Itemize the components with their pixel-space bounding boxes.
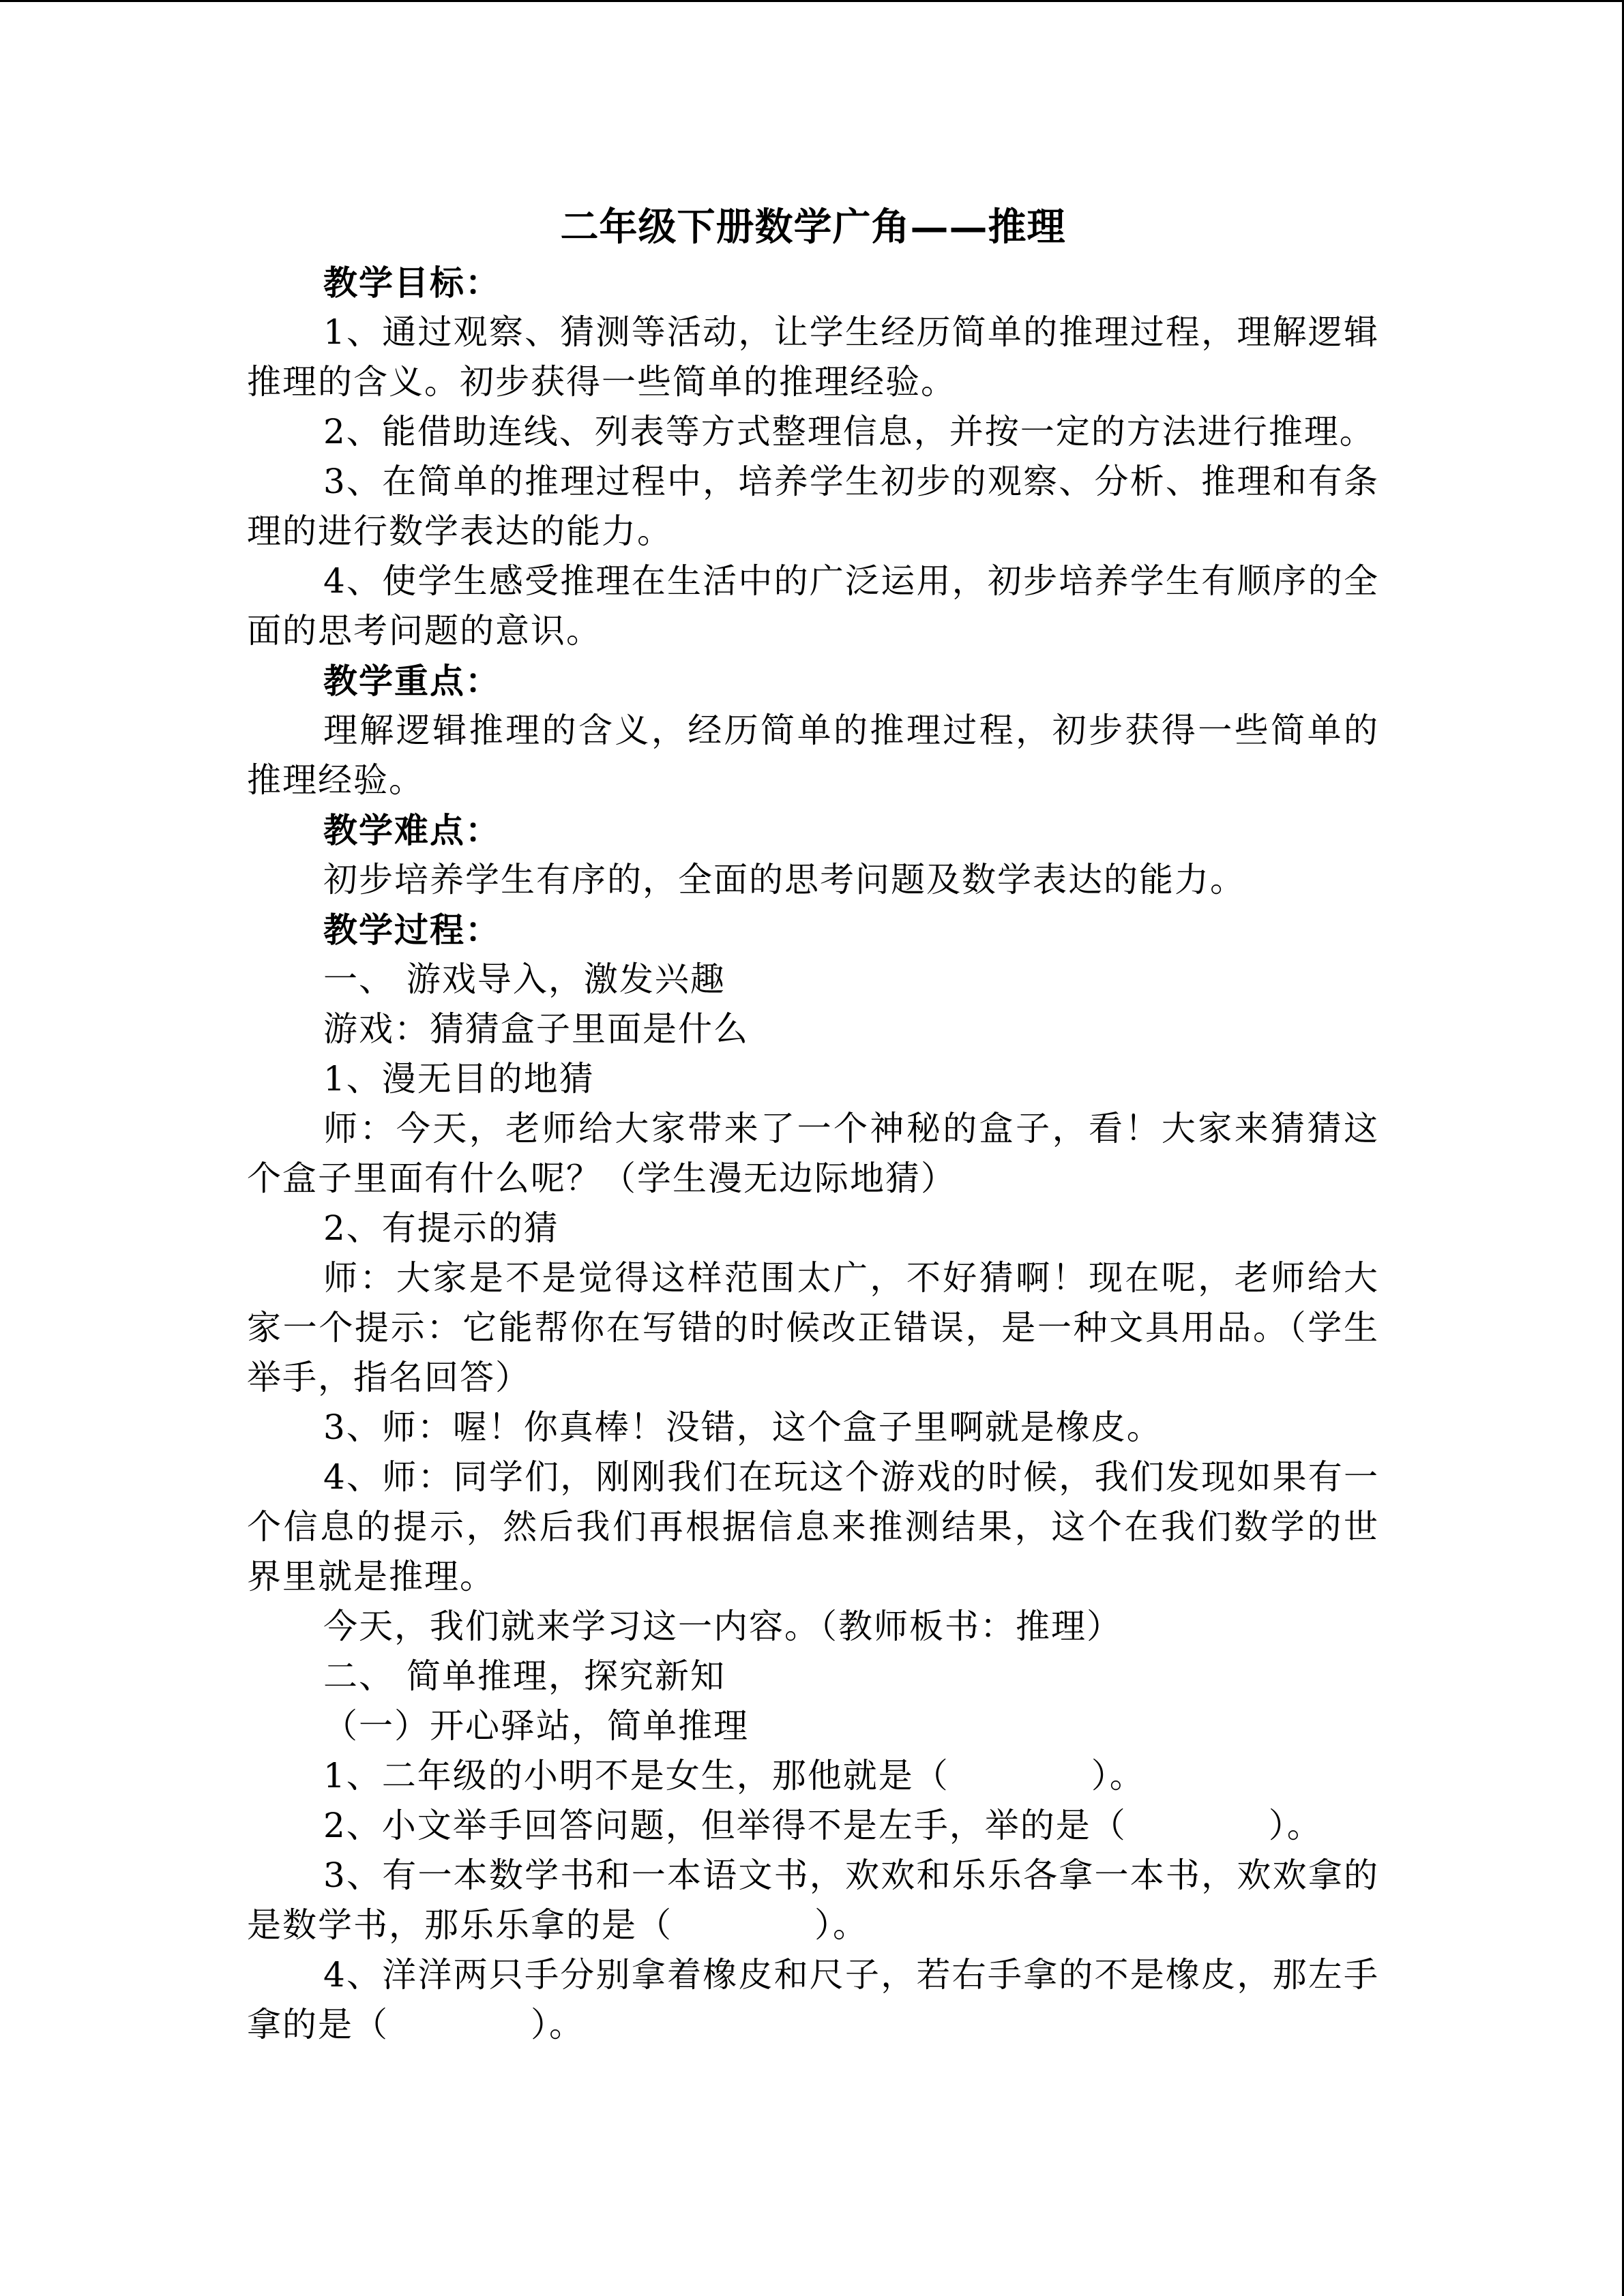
game-step-1: 1、漫无目的地猜 <box>323 1059 595 1099</box>
section-heading-objectives: 教学目标： <box>323 263 501 303</box>
key-points-text: 理解逻辑推理的含义，经历简单的推理过程，初步获得一些简单的推理经验。 <box>247 711 1379 800</box>
game-title: 游戏：猜猜盒子里面是什么 <box>323 1009 749 1049</box>
objective-2: 2、能借助连线、列表等方式整理信息，并按一定的方法进行推理。 <box>323 412 1375 451</box>
game-step-2: 2、有提示的猜 <box>323 1208 559 1248</box>
document-title: 二年级下册数学广角——推理 <box>560 205 1066 250</box>
page-top-border <box>0 0 1624 2</box>
game-step-1-text: 师：今天，老师给大家带来了一个神秘的盒子，看！大家来猜猜这个盒子里面有什么呢？（学生漫无边际地猜） <box>247 1109 1379 1198</box>
objective-3: 3、在简单的推理过程中，培养学生初步的观察、分析、推理和有条理的进行数学表达的能力。 <box>247 462 1379 551</box>
objective-4: 4、使学生感受推理在生活中的广泛运用，初步培养学生有顺序的全面的思考问题的意识。 <box>247 561 1379 651</box>
process-part-1-heading: 一、 游戏导入，激发兴趣 <box>323 959 726 999</box>
section-heading-key-points: 教学重点： <box>323 661 501 701</box>
exercise-1: 1、二年级的小明不是女生，那他就是（ ）。 <box>323 1756 1145 1795</box>
document-page <box>247 196 1379 2050</box>
difficulties-text: 初步培养学生有序的，全面的思考问题及数学表达的能力。 <box>323 860 1245 899</box>
game-step-3: 3、师：喔！你真棒！没错，这个盒子里啊就是橡皮。 <box>323 1407 1162 1447</box>
section-heading-process: 教学过程： <box>323 910 501 950</box>
exercise-3: 3、有一本数学书和一本语文书，欢欢和乐乐各拿一本书，欢欢拿的是数学书，那乐乐拿的是（ ）。 <box>247 1855 1379 1945</box>
game-step-2-text: 师：大家是不是觉得这样范围太广，不好猜啊！现在呢，老师给大家一个提示：它能帮你在写错的时候改正错误，是一种文具用品。（学生举手，指名回答） <box>247 1258 1379 1397</box>
objective-1: 1、通过观察、猜测等活动，让学生经历简单的推理过程，理解逻辑推理的含义。初步获得一些简单的推理经验。 <box>247 312 1379 402</box>
subsection-heading: （一）开心驿站，简单推理 <box>323 1706 749 1746</box>
game-step-4: 4、师：同学们，刚刚我们在玩这个游戏的时候，我们发现如果有一个信息的提示，然后我们再根据信息来推测结果，这个在我们数学的世界里就是推理。 <box>247 1457 1379 1596</box>
section-heading-difficulties: 教学难点： <box>323 810 501 850</box>
lesson-intro: 今天，我们就来学习这一内容。（教师板书：推理） <box>323 1607 1122 1646</box>
exercise-4: 4、洋洋两只手分别拿着橡皮和尺子，若右手拿的不是橡皮，那左手拿的是（ ）。 <box>247 1955 1379 2044</box>
process-part-2-heading: 二、 简单推理，探究新知 <box>323 1656 726 1696</box>
exercise-2: 2、小文举手回答问题，但举得不是左手，举的是（ ）。 <box>323 1806 1323 1845</box>
